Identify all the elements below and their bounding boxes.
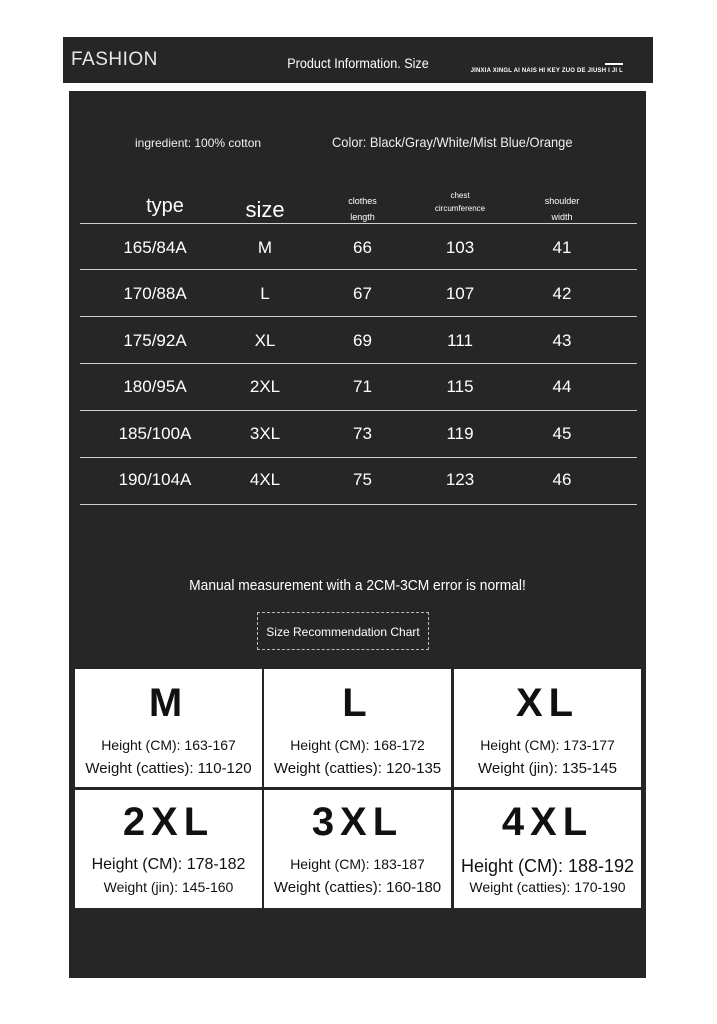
header-tagline: JINXIA XINGL AI NAIS HI KEY ZUO DE JIUSH I JI L [470, 68, 623, 74]
table-row [80, 271, 637, 317]
cell-chest: 107 [445, 284, 475, 303]
size-recommendation-grid [75, 669, 641, 911]
brand-logo: FASHION [71, 49, 158, 70]
header-clothes-length [315, 193, 410, 225]
card-weight: Weight (catties): 120-135 [273, 760, 442, 777]
ingredient-text: ingredient: 100% cotton [135, 136, 262, 150]
header-type: type [146, 195, 184, 217]
page-title: Product Information. Size [287, 55, 429, 71]
cell-chest: 115 [446, 377, 474, 396]
header-size: size [245, 197, 285, 222]
cell-shoulder: 42 [552, 284, 572, 303]
cell-type: 190/104A [118, 470, 192, 489]
header-shoulder-line2: width [551, 212, 573, 222]
table-divider [80, 269, 637, 270]
header-clothes-length-line1: clothes [348, 196, 377, 206]
cell-type: 180/95A [123, 377, 187, 396]
cell-shoulder: 43 [552, 331, 572, 350]
size-card-l [264, 669, 451, 787]
header-clothes-length-line2: length [350, 212, 375, 222]
header-chest-line2: circumference [434, 204, 486, 213]
table-divider [80, 504, 637, 505]
table-row [80, 318, 637, 364]
cell-shoulder: 41 [552, 238, 572, 257]
table-divider [80, 316, 637, 317]
table-header [80, 191, 637, 223]
header-bar [63, 37, 653, 83]
cell-size: L [260, 284, 270, 303]
cell-length: 67 [353, 284, 372, 303]
card-weight: Weight (jin): 135-145 [478, 760, 617, 777]
card-size: L [342, 681, 373, 725]
cell-size: 3XL [249, 424, 281, 443]
cell-chest: 111 [447, 331, 473, 350]
cell-length: 75 [353, 470, 372, 489]
card-height: Height (CM): 168-172 [290, 737, 425, 753]
table-row [80, 457, 637, 503]
cell-length: 71 [353, 377, 372, 396]
card-size: 2XL [122, 800, 215, 844]
header-chest [410, 189, 510, 215]
cell-shoulder: 46 [552, 470, 572, 489]
header-divider [605, 63, 623, 65]
table-divider [80, 223, 637, 224]
card-weight: Weight (jin): 145-160 [103, 879, 234, 895]
cell-length: 66 [353, 238, 372, 257]
header-shoulder-line1: shoulder [544, 196, 580, 206]
cell-shoulder: 45 [552, 424, 572, 443]
header-chest-line1: chest [450, 191, 470, 200]
card-height: Height (CM): 188-192 [460, 856, 635, 876]
cell-chest: 123 [445, 470, 475, 489]
cell-length: 69 [353, 331, 372, 350]
size-card-m [75, 669, 262, 787]
cell-type: 165/84A [123, 238, 187, 257]
header-shoulder [512, 193, 612, 225]
card-weight: Weight (catties): 170-190 [469, 879, 626, 895]
cell-size: M [257, 238, 273, 257]
size-recommendation-label: Size Recommendation Chart [257, 612, 429, 650]
card-size: 3XL [311, 800, 404, 844]
cell-size: XL [254, 331, 276, 350]
card-height: Height (CM): 163-167 [101, 737, 236, 753]
card-weight: Weight (catties): 110-120 [85, 760, 252, 777]
cell-type: 185/100A [118, 424, 192, 443]
cell-chest: 103 [445, 238, 475, 257]
card-weight: Weight (catties): 160-180 [273, 879, 442, 896]
size-card-4xl [454, 790, 641, 908]
card-size: XL [515, 681, 580, 725]
cell-size: 4XL [249, 470, 281, 489]
cell-chest: 119 [446, 424, 474, 443]
size-card-xl [454, 669, 641, 787]
cell-length: 73 [353, 424, 372, 443]
cell-size: 2XL [249, 377, 281, 396]
card-height: Height (CM): 178-182 [91, 856, 246, 873]
size-info-panel [69, 91, 646, 978]
cell-shoulder: 44 [552, 377, 572, 396]
size-card-2xl [75, 790, 262, 908]
table-row [80, 411, 637, 457]
table-row [80, 364, 637, 410]
card-size: M [148, 681, 189, 725]
card-size: 4XL [501, 800, 594, 844]
cell-type: 175/92A [123, 331, 187, 350]
color-options-text: Color: Black/Gray/White/Mist Blue/Orange [332, 134, 573, 150]
card-height: Height (CM): 173-177 [480, 737, 615, 753]
card-height: Height (CM): 183-187 [290, 856, 425, 872]
measurement-note: Manual measurement with a 2CM-3CM error is normal! [189, 577, 526, 594]
cell-type: 170/88A [123, 284, 187, 303]
size-card-3xl [264, 790, 451, 908]
table-row [80, 225, 637, 271]
